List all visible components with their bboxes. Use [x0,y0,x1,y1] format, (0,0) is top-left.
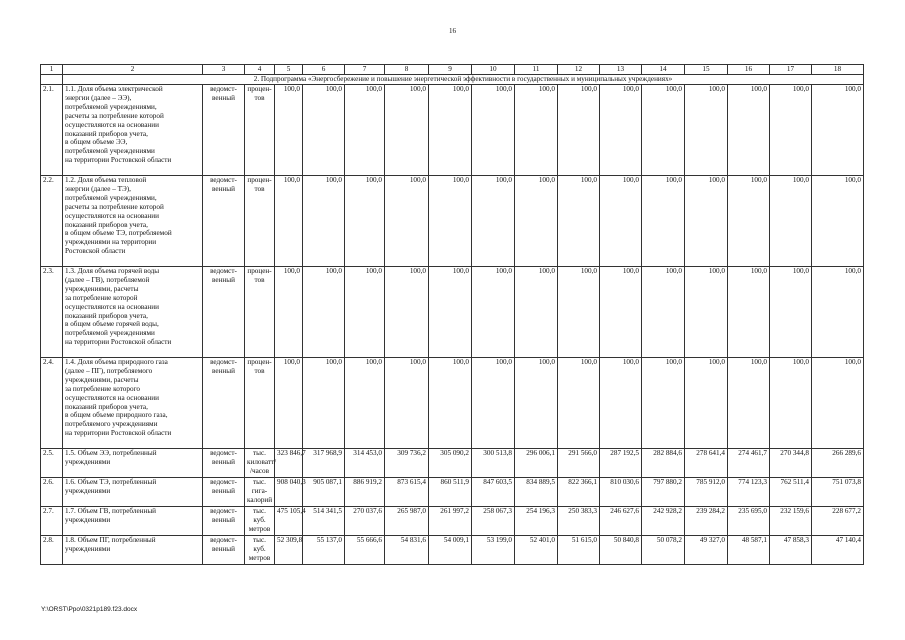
column-number-header: 4 [245,65,275,75]
indicator-name-line: 1.8. Объем ПГ, потребленный [65,536,156,544]
row-number: 2.2. [41,176,63,267]
value-cell: 100,0 [600,267,642,358]
value-cell: 908 040,3 [275,478,303,507]
data-source-line: венный [212,366,235,375]
value-cell: 100,0 [812,176,864,267]
value-cell: 50 840,8 [600,536,642,565]
indicator-name-line: 1.3. Доля объема горячей воды [65,267,160,275]
indicator-name-line: 1.5. Объем ЭЭ, потребленный [65,449,157,457]
table-row [41,85,864,176]
value-cell: 274 461,7 [728,449,770,478]
indicator-name-line: в общем объеме ТЭ, потребляемой [65,229,172,238]
unit-of-measure-line: тов [254,93,265,102]
indicator-name-line: осуществляются на основании [65,302,159,311]
value-cell: 270 037,6 [345,507,385,536]
unit-of-measure-line: тыс. [253,507,266,515]
data-source-line: ведомст- [210,176,237,184]
footer-file-path: Y:\ORST\Ppo\0321p189.f23.docx [41,606,138,613]
unit-of-measure [245,267,275,358]
data-source [203,507,245,536]
value-cell: 834 889,5 [515,478,558,507]
data-source-line: ведомст- [210,267,237,275]
data-source-line: венный [212,93,235,102]
data-source-line: ведомст- [210,358,237,366]
table-row [41,478,864,507]
data-source [203,358,245,449]
value-cell: 100,0 [515,176,558,267]
unit-of-measure-line: киловатт/ [247,457,277,466]
data-source [203,536,245,565]
value-cell: 100,0 [558,85,600,176]
data-source-line: ведомст- [210,536,237,544]
value-cell: 860 511,9 [429,478,472,507]
value-cell: 232 159,6 [770,507,812,536]
value-cell: 847 603,5 [472,478,515,507]
value-cell: 100,0 [385,358,429,449]
indicator-name-line: потребляемой учреждениями [65,329,155,338]
value-cell: 762 511,4 [770,478,812,507]
value-cell: 822 366,1 [558,478,600,507]
value-cell: 48 587,1 [728,536,770,565]
value-cell: 100,0 [685,358,728,449]
value-cell: 100,0 [812,358,864,449]
data-source-line: ведомст- [210,85,237,93]
value-cell: 100,0 [770,358,812,449]
indicator-name-line: за потребление которой [65,293,138,302]
value-cell: 100,0 [303,85,345,176]
indicator-name-line: показаний приборов учета, [65,129,148,138]
unit-of-measure-line: куб. [253,544,266,553]
data-source-line: венный [212,275,235,284]
data-source-line: ведомст- [210,449,237,457]
indicators-table [40,64,864,565]
value-cell: 100,0 [685,176,728,267]
value-cell: 100,0 [303,358,345,449]
indicator-name-line: энергии (далее – ТЭ), [65,184,131,193]
value-cell: 100,0 [429,267,472,358]
unit-of-measure-line: куб. [253,515,266,524]
value-cell: 54 831,6 [385,536,429,565]
value-cell: 100,0 [642,85,685,176]
value-cell: 886 919,2 [345,478,385,507]
value-cell: 100,0 [558,176,600,267]
value-cell: 100,0 [303,267,345,358]
value-cell: 250 383,3 [558,507,600,536]
table-row [41,449,864,478]
value-cell: 254 196,3 [515,507,558,536]
value-cell: 797 880,2 [642,478,685,507]
indicator-name-line: осуществляются на основании [65,393,159,402]
data-source-line: венный [212,457,235,466]
indicator-name-line: (далее – ГВ), потребляемой [65,275,150,284]
value-cell: 100,0 [515,85,558,176]
data-source [203,478,245,507]
value-cell: 278 641,4 [685,449,728,478]
data-source [203,176,245,267]
value-cell: 323 846,7 [275,449,303,478]
value-cell: 265 987,0 [385,507,429,536]
value-cell: 52 401,0 [515,536,558,565]
value-cell: 261 997,2 [429,507,472,536]
value-cell: 751 073,8 [812,478,864,507]
indicator-name [63,478,203,507]
unit-of-measure-line: тов [254,184,265,193]
value-cell: 100,0 [429,176,472,267]
data-source-line: венный [212,486,235,495]
value-cell: 100,0 [472,176,515,267]
section-blank-cell [41,75,63,85]
indicator-name-line: потребляемой учреждениями, [65,102,157,111]
table-row [41,507,864,536]
table-row [41,536,864,565]
column-number-header: 17 [770,65,812,75]
value-cell: 239 284,2 [685,507,728,536]
unit-of-measure [245,176,275,267]
value-cell: 100,0 [345,176,385,267]
column-number-header: 3 [203,65,245,75]
value-cell: 100,0 [642,267,685,358]
data-source-line: венный [212,544,235,553]
indicator-name-line: учреждениями [65,486,111,495]
value-cell: 100,0 [275,267,303,358]
indicator-name [63,358,203,449]
row-number: 2.7. [41,507,63,536]
value-cell: 317 968,9 [303,449,345,478]
value-cell: 228 677,2 [812,507,864,536]
indicator-name-line: в общем объеме ЭЭ, [65,138,128,147]
value-cell: 47 140,4 [812,536,864,565]
value-cell: 873 615,4 [385,478,429,507]
value-cell: 475 105,4 [275,507,303,536]
value-cell: 100,0 [385,85,429,176]
indicator-name-line: потребляемой учреждениями, [65,193,157,202]
column-number-header: 9 [429,65,472,75]
value-cell: 100,0 [345,85,385,176]
indicator-name-line: осуществляются на основании [65,120,159,129]
indicator-name-line: за потребление которого [65,384,140,393]
indicator-name-line: учреждениями, расчеты [65,375,139,384]
value-cell: 100,0 [472,267,515,358]
value-cell: 100,0 [728,358,770,449]
unit-of-measure [245,449,275,478]
row-number: 2.6. [41,478,63,507]
data-source-line: ведомст- [210,507,237,515]
column-number-header: 12 [558,65,600,75]
indicator-name-line: учреждениями, расчеты [65,284,139,293]
value-cell: 55 137,0 [303,536,345,565]
indicator-name-line: 1.2. Доля объема тепловой [65,176,147,184]
indicator-name-line: 1.1. Доля объема электрической [65,85,163,93]
value-cell: 100,0 [385,267,429,358]
data-source-line: венный [212,515,235,524]
value-cell: 287 192,5 [600,449,642,478]
indicator-name-line: на территории Ростовской области [65,429,172,438]
value-cell: 50 078,2 [642,536,685,565]
indicator-name [63,267,203,358]
section-title: 2. Подпрограмма «Энергосбережение и повышение энергетической эффективности в государственных и муниципальных учреждениях» [63,75,864,85]
unit-of-measure-line: тыс. [253,478,266,486]
indicator-name-line: учреждениями [65,544,111,553]
column-number-header: 5 [275,65,303,75]
value-cell: 100,0 [275,85,303,176]
row-number: 2.5. [41,449,63,478]
value-cell: 246 627,6 [600,507,642,536]
value-cell: 100,0 [728,176,770,267]
indicator-name [63,449,203,478]
value-cell: 100,0 [345,358,385,449]
indicator-name-line: 1.6. Объем ТЭ, потребленный [65,478,157,486]
indicator-name [63,85,203,176]
row-number: 2.4. [41,358,63,449]
column-number-header: 15 [685,65,728,75]
unit-of-measure [245,507,275,536]
column-number-header: 1 [41,65,63,75]
indicator-name [63,536,203,565]
indicator-name-line: осуществляются на основании [65,211,159,220]
value-cell: 100,0 [685,85,728,176]
indicator-name-line: 1.4. Доля объема природного газа [65,358,168,366]
row-number: 2.1. [41,85,63,176]
row-number: 2.8. [41,536,63,565]
value-cell: 514 341,5 [303,507,345,536]
value-cell: 100,0 [275,176,303,267]
value-cell: 51 615,0 [558,536,600,565]
column-number-header: 14 [642,65,685,75]
value-cell: 291 566,0 [558,449,600,478]
data-source [203,267,245,358]
value-cell: 296 006,1 [515,449,558,478]
unit-of-measure-line: процен- [247,267,272,275]
value-cell: 100,0 [600,85,642,176]
value-cell: 100,0 [642,176,685,267]
value-cell: 100,0 [642,358,685,449]
indicator-name-line: учреждениями [65,457,111,466]
column-number-header: 10 [472,65,515,75]
unit-of-measure [245,358,275,449]
unit-of-measure-line: тов [254,366,265,375]
value-cell: 100,0 [770,267,812,358]
indicator-name-line: показаний приборов учета, [65,311,148,320]
indicator-name-line: в общем объеме природного газа, [65,411,168,420]
value-cell: 258 067,3 [472,507,515,536]
value-cell: 47 858,3 [770,536,812,565]
value-cell: 55 666,6 [345,536,385,565]
indicator-name-line: потребляемой учреждениями [65,147,155,156]
table-row [41,267,864,358]
value-cell: 100,0 [558,358,600,449]
value-cell: 100,0 [429,85,472,176]
value-cell: 100,0 [429,358,472,449]
indicator-name-line: Ростовской области [65,247,126,256]
column-number-header: 16 [728,65,770,75]
unit-of-measure-line: метров [248,553,271,562]
indicator-name-line: на территории Ростовской области [65,156,172,165]
indicator-name-line: 1.7. Объем ГВ, потребленный [65,507,157,515]
value-cell: 100,0 [472,358,515,449]
column-number-header: 13 [600,65,642,75]
row-number: 2.3. [41,267,63,358]
value-cell: 100,0 [728,85,770,176]
unit-of-measure [245,536,275,565]
value-cell: 235 695,0 [728,507,770,536]
unit-of-measure-line: калорий [247,495,273,504]
value-cell: 100,0 [770,176,812,267]
unit-of-measure-line: /часов [250,466,269,475]
value-cell: 309 736,2 [385,449,429,478]
table-row [41,176,864,267]
section-row [41,75,864,85]
value-cell: 266 289,6 [812,449,864,478]
value-cell: 100,0 [770,85,812,176]
value-cell: 100,0 [515,358,558,449]
value-cell: 905 087,1 [303,478,345,507]
data-source-line: ведомст- [210,478,237,486]
value-cell: 100,0 [600,358,642,449]
value-cell: 242 928,2 [642,507,685,536]
indicator-name [63,507,203,536]
value-cell: 282 884,6 [642,449,685,478]
value-cell: 100,0 [275,358,303,449]
value-cell: 100,0 [812,267,864,358]
value-cell: 53 199,0 [472,536,515,565]
value-cell: 100,0 [385,176,429,267]
indicator-name-line: потребляемого учреждениями [65,420,158,429]
indicator-name-line: энергии (далее – ЭЭ), [65,93,132,102]
value-cell: 774 123,3 [728,478,770,507]
unit-of-measure [245,85,275,176]
unit-of-measure-line: процен- [247,358,272,366]
data-source [203,449,245,478]
value-cell: 270 344,8 [770,449,812,478]
indicator-name-line: на территории Ростовской области [65,338,172,347]
data-source [203,85,245,176]
indicator-name-line: показаний приборов учета, [65,402,148,411]
value-cell: 810 030,6 [600,478,642,507]
column-number-row [41,65,864,75]
value-cell: 300 513,8 [472,449,515,478]
value-cell: 100,0 [472,85,515,176]
table-row [41,358,864,449]
indicator-name-line: расчеты за потребление которой [65,202,164,211]
unit-of-measure-line: метров [248,524,271,533]
value-cell: 100,0 [303,176,345,267]
column-number-header: 7 [345,65,385,75]
unit-of-measure-line: тыс. [253,536,266,544]
indicator-name-line: (далее – ПГ), потребляемого [65,366,153,375]
data-source-line: венный [212,184,235,193]
column-number-header: 11 [515,65,558,75]
indicator-name-line: учреждениями [65,515,111,524]
unit-of-measure-line: тов [254,275,265,284]
column-number-header: 18 [812,65,864,75]
indicator-name-line: учреждениями на территории [65,238,157,247]
column-number-header: 8 [385,65,429,75]
unit-of-measure-line: тыс. [253,449,266,457]
value-cell: 100,0 [345,267,385,358]
unit-of-measure-line: процен- [247,176,272,184]
value-cell: 52 309,8 [275,536,303,565]
value-cell: 100,0 [558,267,600,358]
value-cell: 305 090,2 [429,449,472,478]
column-number-header: 2 [63,65,203,75]
value-cell: 100,0 [600,176,642,267]
page-number: 16 [449,27,456,35]
value-cell: 314 453,0 [345,449,385,478]
unit-of-measure-line: гига- [251,486,268,495]
unit-of-measure [245,478,275,507]
value-cell: 54 009,1 [429,536,472,565]
indicator-name [63,176,203,267]
value-cell: 49 327,0 [685,536,728,565]
value-cell: 100,0 [685,267,728,358]
indicator-name-line: расчеты за потребление которой [65,111,164,120]
column-number-header: 6 [303,65,345,75]
indicator-name-line: показаний приборов учета, [65,220,148,229]
value-cell: 785 912,0 [685,478,728,507]
unit-of-measure-line: процен- [247,85,272,93]
value-cell: 100,0 [728,267,770,358]
indicator-name-line: в общем объеме горячей воды, [65,320,159,329]
value-cell: 100,0 [515,267,558,358]
value-cell: 100,0 [812,85,864,176]
